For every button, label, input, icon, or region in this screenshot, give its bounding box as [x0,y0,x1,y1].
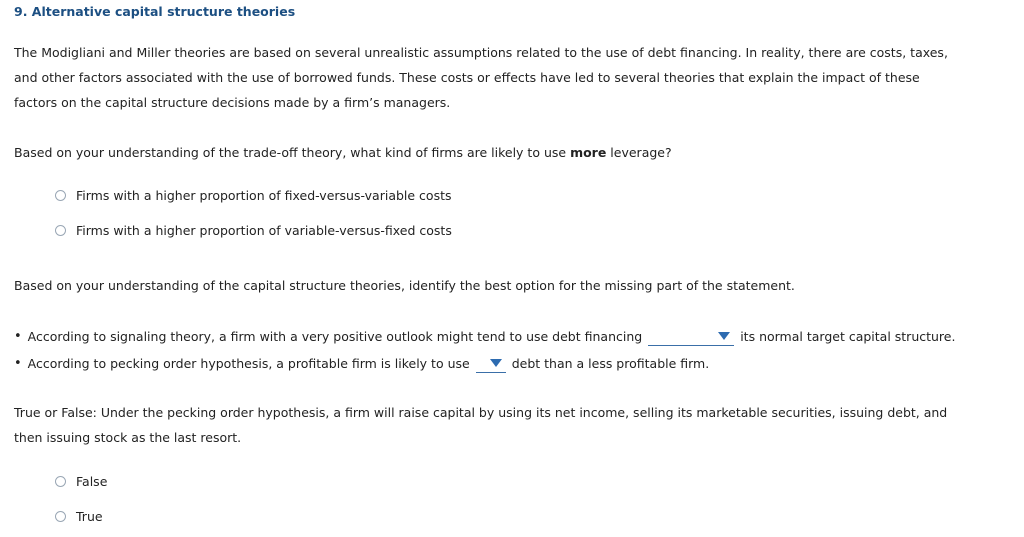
intro-line-1: The Modigliani and Miller theories are based on several unrealistic assumptions related to the use of debt financing. In reality, there are costs, taxes, [14,45,948,60]
intro-line-3: factors on the capital structure decisions made by a firm’s managers. [14,95,451,110]
radio-button[interactable] [55,225,66,236]
q3-option-false[interactable]: False [55,473,107,489]
signaling-dropdown[interactable] [648,330,734,346]
pecking-order-dropdown[interactable] [476,357,506,373]
chevron-down-icon [490,359,502,367]
q2-bullet-pecking: • According to pecking order hypothesis, a profitable firm is likely to use debt than a less profitable firm. [14,353,709,373]
intro-paragraph [14,40,1004,115]
q1-option-variable[interactable]: Firms with a higher proportion of variable-versus-fixed costs [55,222,452,238]
radio-button[interactable] [55,511,66,522]
chevron-down-icon [718,332,730,340]
q1-prompt: Based on your understanding of the trade-off theory, what kind of firms are likely to use more leverage? [14,145,672,160]
q2-bullet-signaling: • According to signaling theory, a firm with a very positive outlook might tend to use debt financing its normal target capital structure. [14,326,955,346]
q3-prompt: True or False: Under the pecking order hypothesis, a firm will raise capital by using its net income, selling its marketable securities, issuing debt, and then issuing stock as the last resort. [14,405,948,445]
question-title: 9. Alternative capital structure theories [14,4,296,19]
intro-line-2: and other factors associated with the use of borrowed funds. These costs or effects have led to several theories that explain the impact of these [14,70,920,85]
q3-option-true[interactable]: True [55,508,103,524]
radio-button[interactable] [55,190,66,201]
radio-button[interactable] [55,476,66,487]
q1-option-fixed[interactable]: Firms with a higher proportion of fixed-versus-variable costs [55,187,452,203]
q2-prompt: Based on your understanding of the capital structure theories, identify the best option for the missing part of the statement. [14,278,795,293]
